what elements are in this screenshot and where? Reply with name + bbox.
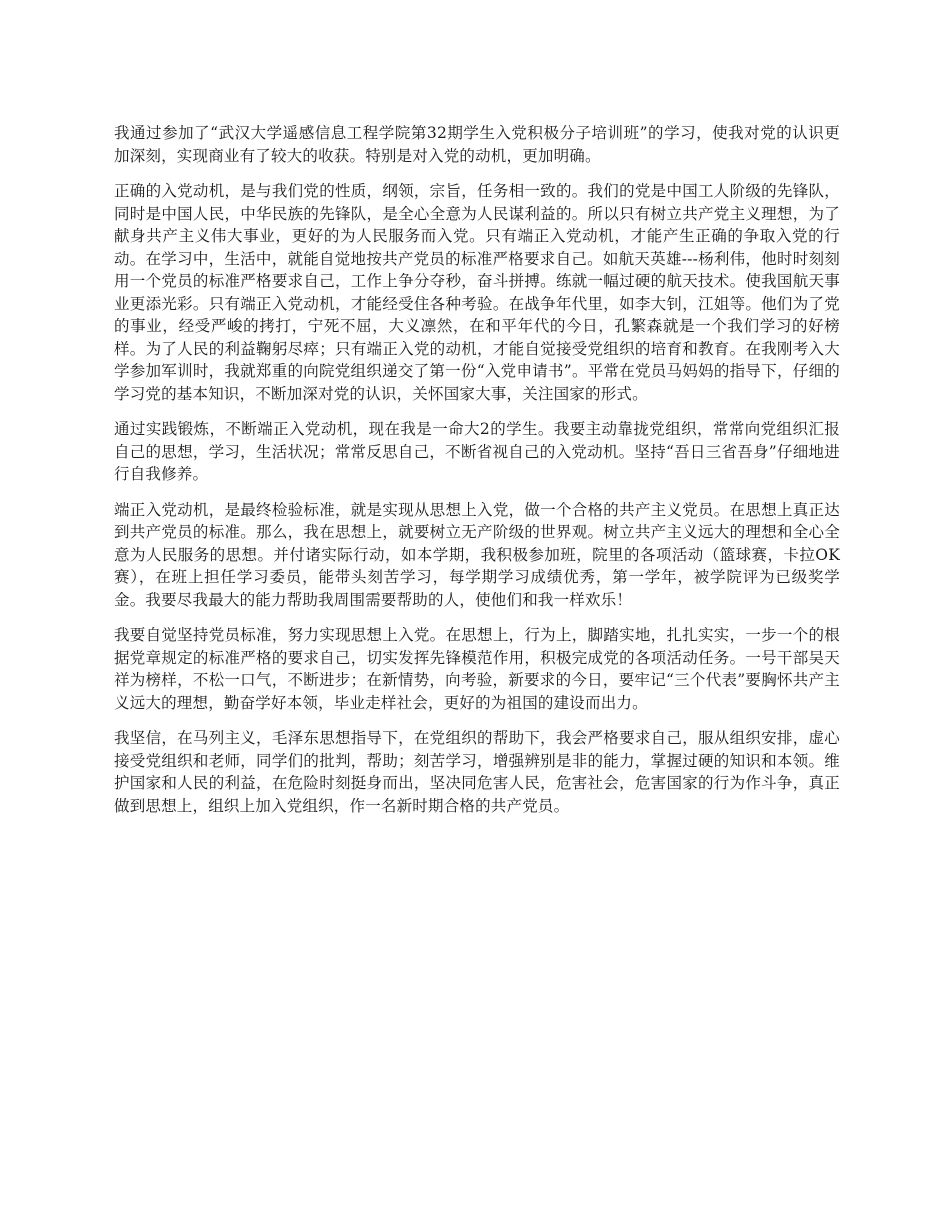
paragraph-2: 正确的入党动机，是与我们党的性质，纲领，宗旨，任务相一致的。我们的党是中国工人阶级的先锋队，同时是中国人民，中华民族的先锋队，是全心全意为人民谋利益的。所以只有树立共产党主义理想，为了献身共产主义伟大事业，更好的为人民服务而入党。只有端正入党动机，才能产生正确的争取入党的行动。在学习中，生活中，就能自觉地按共产党员的标准严格要求自己。如航天英雄---杨利伟，他时时刻刻用一个党员的标准严格要求自己，工作上争分夺秒，奋斗拼搏。练就一幅过硬的航天技术。使我国航天事业更添光彩。只有端正入党动机，才能经受住各种考验。在战争年代里，如李大钊，江姐等。他们为了党的事业，经受严峻的拷打，宁死不屈，大义凛然，在和平年代的今日，孔繁森就是一个我们学习的好榜样。为了人民的利益鞠躬尽瘁；只有端正入党的动机，才能自觉接受党组织的培育和教育。在我刚考入大学参加军训时，我就郑重的向院党组织递交了第一份“入党申请书”。平常在党员马妈妈的指导下，仔细的学习党的基本知识，不断加深对党的认识，关怀国家大事，关注国家的形式。 <box>114 182 840 403</box>
paragraph-1: 我通过参加了“武汉大学遥感信息工程学院第32期学生入党积极分子培训班”的学习，使我对党的认识更加深刻，实现商业有了较大的收获。特别是对入党的动机，更加明确。 <box>114 124 840 165</box>
document-body <box>114 122 840 830</box>
paragraph-4: 端正入党动机，是最终检验标准，就是实现从思想上入党，做一个合格的共产主义党员。在思想上真正达到共产党员的标准。那么，我在思想上，就要树立无产阶级的世界观。树立共产主义远大的理想和全心全意为人民服务的思想。并付诸实际行动，如本学期，我积极参加班，院里的各项活动（篮球赛，卡拉OK赛），在班上担任学习委员，能带头刻苦学习，每学期学习成绩优秀，第一学年，被学院评为已级奖学金。我要尽我最大的能力帮助我周围需要帮助的人，使他们和我一样欢乐！ <box>114 500 840 609</box>
paragraph-5: 我要自觉坚持党员标准，努力实现思想上入党。在思想上，行为上，脚踏实地，扎扎实实，一步一个的根据党章规定的标准严格的要求自己，切实发挥先锋模范作用，积极完成党的各项活动任务。一号干部吴天祥为榜样，不松一口气，不断进步；在新情势，向考验，新要求的今日，要牢记“三个代表”要胸怀共产主义远大的理想，勤奋学好本领，毕业走样社会，更好的为祖国的建设而出力。 <box>114 626 840 712</box>
paragraph-6: 我坚信，在马列主义，毛泽东思想指导下，在党组织的帮助下，我会严格要求自己，服从组织安排，虚心接受党组织和老师，同学们的批判，帮助；刻苦学习，增强辨别是非的能力，掌握过硬的知识和本领。维护国家和人民的利益，在危险时刻挺身而出，坚决同危害人民，危害社会，危害国家的行为作斗争，真正做到思想上，组织上加入党组织，作一名新时期合格的共产党员。 <box>114 729 840 815</box>
paragraph-3: 通过实践锻炼，不断端正入党动机，现在我是一命大2的学生。我要主动靠拢党组织，常常向党组织汇报自己的思想，学习，生活状况；常常反思自己，不断省视自己的入党动机。坚持“吾日三省吾身”仔细地进行自我修养。 <box>114 420 840 483</box>
